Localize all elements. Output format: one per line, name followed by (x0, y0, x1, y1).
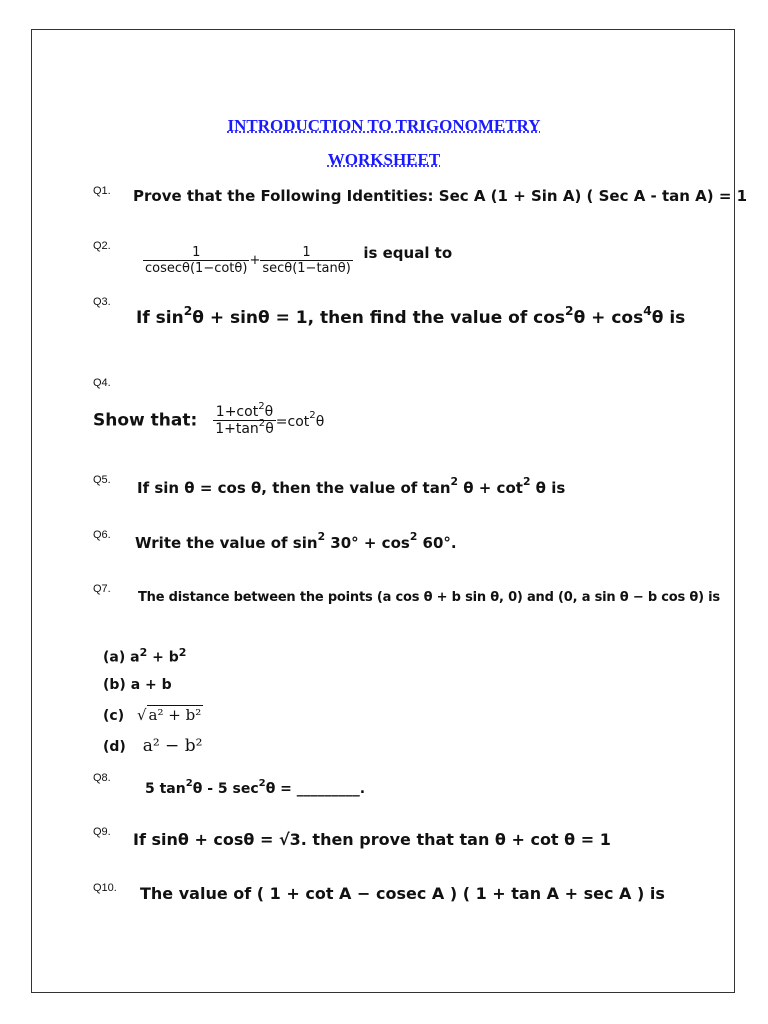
question-number: Q10. (93, 882, 117, 894)
fraction: $\frac{1+\cot^2\theta}{1+\tan^2\theta}$ (215, 400, 274, 437)
question-text: Prove that the Following Identities: Sec A (1 + Sin A) ( Sec A - tan A) = 1 (133, 187, 748, 205)
question-number: Q9. (93, 826, 111, 838)
question-text: 5 $\tan^2\theta - 5$ $\sec^2\theta$ = _________. (145, 777, 366, 797)
question-number: Q8. (93, 772, 111, 784)
worksheet-subtitle: WORKSHEET (327, 150, 441, 169)
question-number: Q2. (93, 240, 111, 252)
question-number: Q5. (93, 474, 111, 486)
option-d: (d) a² − b² (103, 736, 203, 756)
worksheet-title: INTRODUCTION TO TRIGONOMETRY (227, 116, 541, 135)
question-number: Q6. (93, 529, 111, 541)
question-number: Q7. (93, 583, 111, 595)
question-text: If sinθ + cosθ = √3. then prove that tan θ + cot θ = 1 (133, 830, 611, 849)
question-text: If sin θ = cos θ, then the value of $\tan^2 \theta + \cot^2 \theta$ is (137, 475, 566, 497)
question-text: Write the value of $\sin^2 30^\circ + \cos^2 60^\circ$. (135, 530, 457, 552)
question-2-expression: $\frac{1}{cosec\theta(1-\cot\theta)}$ + $\frac{1}{\sec\theta(1-\tan\theta)}$ is equal to (145, 244, 453, 276)
fraction: $\frac{1}{\sec\theta(1-\tan\theta)}$ (262, 245, 351, 276)
question-number: Q1. (93, 185, 111, 197)
question-number: Q4. (93, 377, 111, 389)
option-a: (a) $a^2 + b^2$ (103, 646, 187, 666)
question-text: The distance between the points (a cos θ + b sin θ, 0) and (0, a sin θ − b cos θ) is (138, 590, 720, 605)
question-4-expression: Show that: $\frac{1+\cot^2\theta}{1+\tan^2\theta}$ $=\cot^2\theta$ (93, 400, 325, 437)
question-text: The value of ( 1 + cot A − cosec A ) ( 1 + tan A + sec A ) is (140, 884, 665, 903)
question-number: Q3. (93, 296, 111, 308)
option-b: (b) a + b (103, 677, 172, 693)
option-c: (c) √ a² + b² (103, 706, 202, 724)
question-text: If $\sin^2\theta + \sin\theta = 1$, then find the value of $\cos^2\theta + \cos^4\theta$ is (136, 303, 686, 328)
fraction: $\frac{1}{cosec\theta(1-\cot\theta)}$ (145, 245, 248, 276)
